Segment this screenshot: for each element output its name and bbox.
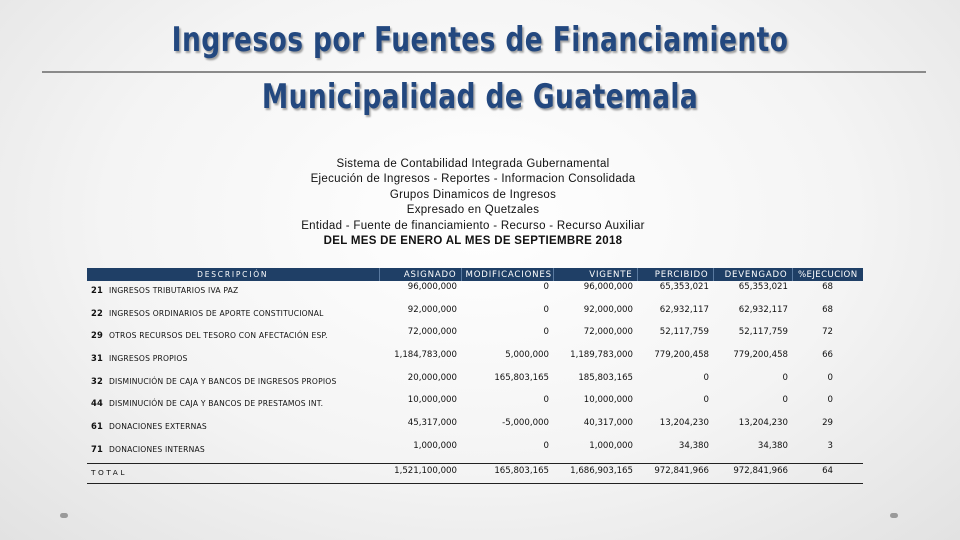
cell-percibido: 779,200,458 <box>654 350 709 361</box>
column-header-vigente: VIGENTE <box>553 268 637 281</box>
cell-devengado: 65,353,021 <box>738 282 788 292</box>
column-header-percibido: PERCIBIDO <box>637 268 713 281</box>
cell-devengado: 779,200,458 <box>733 350 788 361</box>
ingresos-table <box>87 268 863 484</box>
cell-asignado: 20,000,000 <box>407 372 457 383</box>
cell-percibido: 34,380 <box>637 440 713 463</box>
row-description: INGRESOS ORDINARIOS DE APORTE CONSTITUCIONAL <box>109 308 324 318</box>
cell-percibido: 13,204,230 <box>659 418 709 429</box>
table-row <box>87 440 863 463</box>
cell-devengado: 62,932,117 <box>738 304 788 315</box>
column-header-devengado: DEVENGADO <box>713 268 792 281</box>
cell-ejecucion: 29 <box>822 418 833 429</box>
row-code: 21 <box>91 285 104 295</box>
cell-ejecucion: 72 <box>822 327 833 338</box>
cell-ejecucion: 68 <box>822 282 833 292</box>
cell-descripcion <box>87 326 379 349</box>
row-description: OTROS RECURSOS DEL TESORO CON AFECTACIÓN ESP. <box>109 331 328 341</box>
row-code: 22 <box>91 307 104 318</box>
cell-modificaciones: 0 <box>543 395 549 406</box>
slide-title-line-1: Ingresos por Fuentes de Financiamiento <box>171 20 789 60</box>
cell-vigente: 1,000,000 <box>553 440 637 463</box>
cell-percibido: 62,932,117 <box>659 304 709 315</box>
row-description: DONACIONES INTERNAS <box>109 444 205 454</box>
cell-modificaciones: 5,000,000 <box>505 350 549 361</box>
cell-descripcion <box>87 372 379 395</box>
row-code: 61 <box>91 421 104 432</box>
column-header-descripcion: DESCRIPCIÓN <box>87 268 379 281</box>
row-code: 31 <box>91 353 104 364</box>
cell-modificaciones: 0 <box>461 440 553 463</box>
cell-asignado: 92,000,000 <box>407 304 457 315</box>
table-row <box>87 281 863 304</box>
report-header-period: DEL MES DE ENERO AL MES DE SEPTIEMBRE 2018 <box>323 235 623 248</box>
cell-devengado: 52,117,759 <box>738 327 788 338</box>
row-description: DONACIONES EXTERNAS <box>109 422 207 432</box>
total-asignado: 1,521,100,000 <box>379 463 461 483</box>
cell-percibido: 65,353,021 <box>659 282 709 292</box>
table-row <box>87 326 863 349</box>
cell-modificaciones: 165,803,165 <box>494 372 549 383</box>
cell-percibido: 0 <box>703 395 709 406</box>
title-divider <box>42 71 926 73</box>
slide-title-line-2: Municipalidad de Guatemala <box>261 77 699 117</box>
slide-corner-dot-left <box>60 513 68 518</box>
cell-asignado: 1,184,783,000 <box>394 350 457 361</box>
cell-asignado: 96,000,000 <box>407 282 457 292</box>
cell-ejecucion: 68 <box>822 304 833 315</box>
row-description: DISMINUCIÓN DE CAJA Y BANCOS DE INGRESOS PROPIOS <box>109 376 337 386</box>
cell-modificaciones: 0 <box>543 304 549 315</box>
table-row <box>87 304 863 327</box>
row-code: 29 <box>91 330 104 341</box>
cell-vigente: 185,803,165 <box>578 372 633 383</box>
cell-devengado: 13,204,230 <box>738 418 788 429</box>
report-header-entity: Entidad - Fuente de financiamiento - Recurso - Recurso Auxiliar <box>301 219 645 232</box>
cell-descripcion <box>87 281 379 304</box>
cell-modificaciones: 0 <box>543 327 549 338</box>
total-row <box>87 463 863 483</box>
row-code: 32 <box>91 375 104 386</box>
cell-devengado: 0 <box>782 395 788 406</box>
cell-ejecucion: 0 <box>827 372 833 383</box>
cell-percibido: 0 <box>703 372 709 383</box>
cell-asignado: 1,000,000 <box>379 440 461 463</box>
cell-descripcion <box>87 304 379 327</box>
table-header-row <box>87 268 863 281</box>
total-modificaciones: 165,803,165 <box>461 463 553 483</box>
cell-vigente: 72,000,000 <box>583 327 633 338</box>
column-header-ejecucion: %EJECUCION <box>792 268 863 281</box>
cell-asignado: 10,000,000 <box>407 395 457 406</box>
total-vigente: 1,686,903,165 <box>553 463 637 483</box>
table-row <box>87 349 863 372</box>
cell-vigente: 10,000,000 <box>583 395 633 406</box>
cell-descripcion <box>87 417 379 440</box>
cell-modificaciones: 0 <box>543 282 549 292</box>
row-code: 71 <box>91 443 104 454</box>
report-header-execution: Ejecución de Ingresos - Reportes - Informacion Consolidada <box>310 173 636 186</box>
cell-descripcion <box>87 394 379 417</box>
cell-vigente: 40,317,000 <box>583 418 633 429</box>
row-description: INGRESOS TRIBUTARIOS IVA PAZ <box>109 286 239 295</box>
column-header-modificaciones: MODIFICACIONES <box>461 268 553 281</box>
table-row <box>87 372 863 395</box>
row-code: 44 <box>91 398 104 409</box>
cell-devengado: 0 <box>782 372 788 383</box>
slide-corner-dot-right <box>890 513 898 518</box>
cell-modificaciones: -5,000,000 <box>502 418 549 429</box>
cell-vigente: 92,000,000 <box>583 304 633 315</box>
report-header-groups: Grupos Dinamicos de Ingresos <box>389 188 557 201</box>
cell-vigente: 96,000,000 <box>583 282 633 292</box>
cell-descripcion <box>87 349 379 372</box>
report-header-currency: Expresado en Quetzales <box>406 204 540 217</box>
table-row <box>87 417 863 440</box>
cell-descripcion <box>87 440 379 463</box>
cell-devengado: 34,380 <box>713 440 792 463</box>
table-row <box>87 394 863 417</box>
report-header-system: Sistema de Contabilidad Integrada Gubernamental <box>336 158 610 170</box>
report-header <box>0 157 946 249</box>
cell-ejecucion: 3 <box>792 440 863 463</box>
row-description: DISMINUCIÓN DE CAJA Y BANCOS DE PRESTAMOS INT. <box>109 399 324 409</box>
table-body <box>87 281 863 483</box>
column-header-asignado: ASIGNADO <box>379 268 461 281</box>
cell-asignado: 72,000,000 <box>407 327 457 338</box>
row-description: INGRESOS PROPIOS <box>109 354 188 364</box>
cell-ejecucion: 0 <box>827 395 833 406</box>
cell-vigente: 1,189,783,000 <box>570 350 633 361</box>
cell-asignado: 45,317,000 <box>407 418 457 429</box>
cell-percibido: 52,117,759 <box>659 327 709 338</box>
total-label: TOTAL <box>87 463 379 483</box>
total-devengado: 972,841,966 <box>713 463 792 483</box>
cell-ejecucion: 66 <box>822 350 833 361</box>
total-percibido: 972,841,966 <box>637 463 713 483</box>
total-ejecucion: 64 <box>792 463 863 483</box>
